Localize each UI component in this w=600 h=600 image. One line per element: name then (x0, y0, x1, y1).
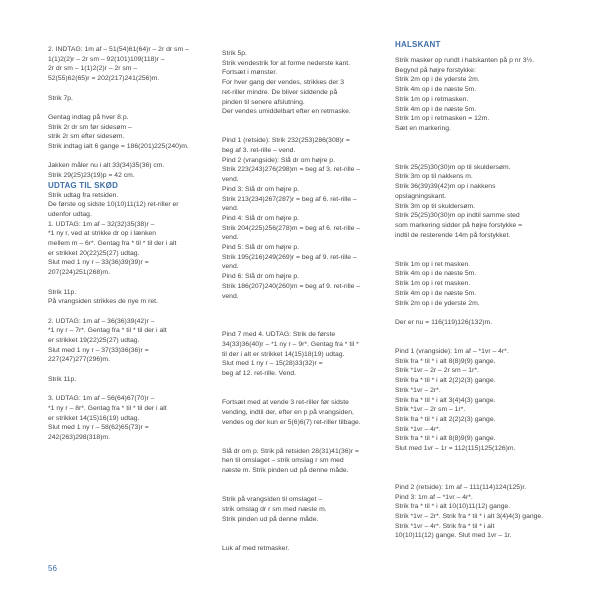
page-number: 56 (48, 564, 57, 573)
instruction-paragraph: Der er nu = 116(119)126(132)m. (395, 318, 493, 326)
instruction-paragraph: Luk af med retmasker. (222, 544, 290, 552)
instruction-paragraph: Pind 7 med 4. UDTAG: Strik de første 34(33)36(40)r – *1 ny r – 9r*. Gentag fra * til * til der i alt er strikket 14(15)18(19) udtag. Slut med 1 ny r – 15(28)33(32)r = beg af 12. ret-rille. Vend. (222, 331, 359, 378)
instruction-paragraph: Strik 11p. På vrangsiden strikkes de nye m ret. (48, 288, 158, 306)
instruction-paragraph: Strik udtag fra retsiden. De første og sidste 10(10)11(12) ret-riller er udenfor udtag. (48, 191, 179, 218)
instruction-paragraph: Gentag indtag på hver 8.p. Strik 2r dr sm før sidesøm – strik 2r sm efter sidesøm. Strik indtag ialt 6 gange = 186(201)225(240)m. (48, 113, 189, 150)
middle-column (222, 49, 361, 553)
instruction-paragraph: Strik 25(25)30(30)m op til skuldersøm. Strik 3m op til nakkens m. Strik 36(39)39(42)m op i nakkens opslagningskant. Strik 3m op til skuldersøm. Strik 25(25)30(30)m op indtil samme sted som markering sidder på højre forstykke = indtil de resterende 14m på forstykket. (395, 163, 523, 239)
instruction-paragraph: Pind 1 (retside): Strik 232(253)286(308)r = beg af 3. ret-rille – vend. Pind 2 (vrangside): Slå dr om højre p. Strik 223(243)276(298)m = beg af 3. ret-rille – vend. Pind 3: Slå dr om højre p. Strik 213(234)267(287)r = beg af 6. ret-rille – vend. Pind 4: Slå dr om højre p. Strik 204(225)256(278)m = beg af 6. ret-rille – vend. Pind 5: Slå dr om højre p. Strik 195(216)249(269)r = beg af 9. ret-rille – vend. Pind 6: Slå dr om højre p. Strik 186(207)240(260)m = beg af 9. ret-rille – vend. (222, 137, 361, 300)
instruction-paragraph: Strik 5p. Strik vendestrik for at forme nederste kant. Fortsæt i mønster. For hver gang der vendes, strikkes der 3 ret-riller mindre. De bliver siddende på pinden til senere afslutning. Der vendes umiddelbart efter en retmaske. (222, 50, 351, 116)
instruction-paragraph: Pind 2 (retside): 1m af – 111(114)124(125)r. Pind 3: 1m af – *1vr – 4r*. Strik fra * til * i alt 10(10)11(12) gange. Strik *1vr – 2r*. Strik fra * til * i alt 3(4)4(3) gange. Strik *1vr – 4r*. Strik fra * til * i alt 10(10)11(12) gange. Slut med 1vr – 1r. (395, 483, 544, 540)
instruction-paragraph: 2. UDTAG: 1m af – 36(36)39(42)r – *1 ny r – 7r*. Gentag fra * til * til der i alt er strikket 19(22)25(27) udtag. Slut med 1 ny r – 37(33)36(36)r = 227(247)277(296)m. (48, 317, 167, 364)
instruction-paragraph: 2. INDTAG: 1m af – 51(54)61(64)r – 2r dr sm – 1(1)2(2)r – 2r sm – 92(101)109(118)r – 2r dr sm – 1(1)2(2)r – 2r sm – 52(55)62(65)r = 202(217)241(256)m. (48, 46, 189, 83)
instruction-paragraph: Strik 11p. (48, 375, 77, 383)
instruction-paragraph: Strik masker op rundt i halskanten på p nr 3½. Begynd på højre forstykke: Strik 2m op i de yderste 2m. Strik 4m op i de næste 5m. Strik 1m op i retmasken. Strik 4m op i de næste 5m. Strik 1m op i retmasken = 12m. Sæt en markering. (395, 57, 535, 132)
instruction-paragraph: Strik 7p. (48, 94, 73, 102)
instruction-paragraph: Strik på vrangsiden til omslaget – strik omslag dr r sm med næste m. Strik pinden ud på denne måde. (222, 496, 327, 523)
right-column (395, 39, 543, 541)
instruction-paragraph: 1. UDTAG: 1m af – 32(32)35(38)r – *1 ny r, ved at strikke dr op i lænken mellem m – 6r*. Gentag fra * til * til der i alt er strikket 20(22)25(27) udtag. Slut med 1 ny r – 33(36)39(39)r = 207(224)251(268)m. (48, 220, 177, 277)
section-heading-halskant: HALSKANT (395, 40, 441, 49)
instruction-paragraph: Fortsæt med at vende 3 ret-riller før sidste vending, indtil der, efter en p på vrangsiden, vendes og der kun er 5(6)6(7) ret-riller tilbage. (222, 399, 361, 426)
instruction-paragraph: Pind 1 (vrangside): 1m af – *1vr – 4r*. Strik fra * til * i alt 8(8)9(9) gange. Strik *1vr – 2r – 2r sm – 1r*. Strik fra * til * i alt 2(2)2(3) gange. Strik *1vr – 2r*. Strik fra * til * i alt 3(4)4(3) gange. Strik *1vr – 2r sm – 1r*. Strik fra * til * i alt 2(2)2(3) gange. Strik *1vr – 4r*. Strik fra * til * i alt 8(8)9(9) gange. Slut med 1vr – 1r = 112(115)125(126)m. (395, 348, 516, 453)
instruction-paragraph: Jakken måler nu i alt 33(34)35(36) cm. Strik 29(25)23(19)p = 42 cm. (48, 162, 165, 180)
section-heading-udtag-til-skod: UDTAG TIL SKØD (48, 180, 119, 190)
instruction-paragraph: Strik 1m op i ret masken. Strik 4m op i de næste 5m. Strik 1m op i ret masken. Strik 4m op i de næste 5m. Strik 2m op i de yderste 2m. (395, 260, 480, 307)
instruction-paragraph: 3. UDTAG: 1m af – 56(64)67(70)r – *1 ny r – 8r*. Gentag fra * til * til der i alt er strikket 14(15)16(19) udtag. Slut med 1 ny r – 58(62)65(73)r = 242(263)298(318)m. (48, 395, 167, 442)
left-column (48, 45, 189, 443)
instruction-paragraph: Slå dr om p. Strik på retsiden 28(31)41(36)r = hen til omslaget – strik omslag r sm med næste m. Strik pinden ud på denne måde. (222, 447, 359, 475)
